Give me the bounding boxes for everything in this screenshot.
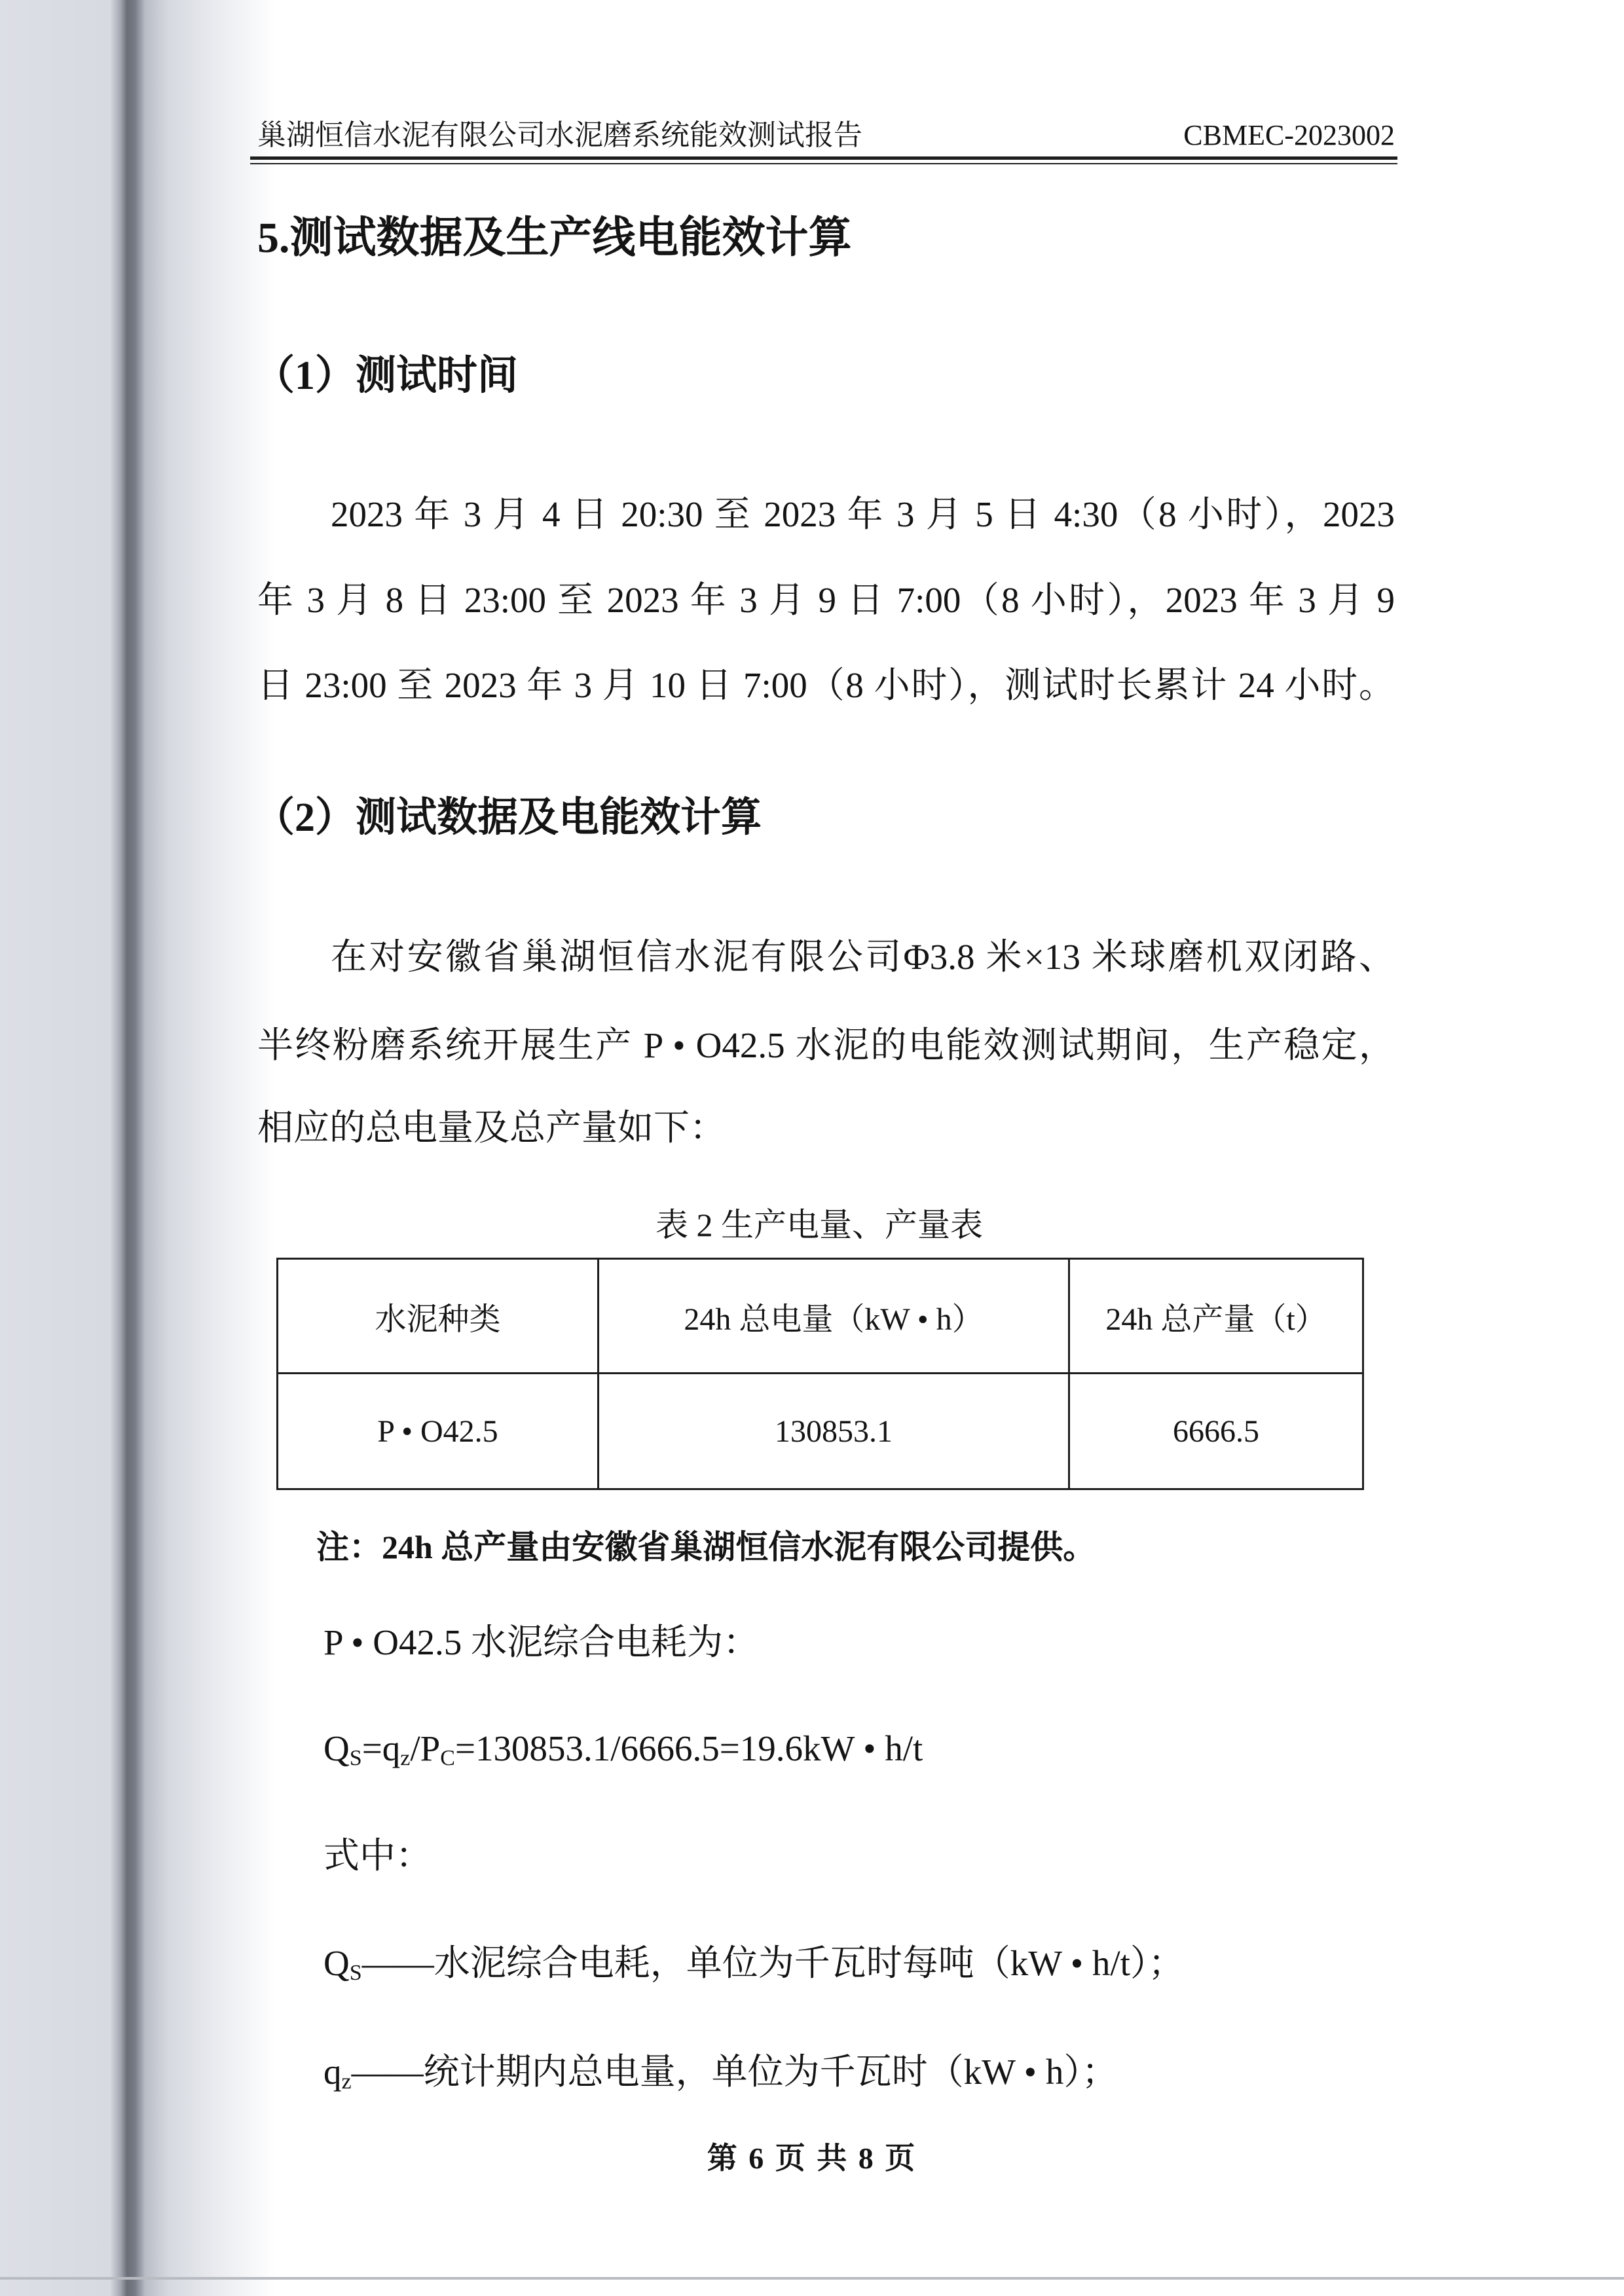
report-code: CBMEC-2023002 [1183,119,1395,151]
consumption-intro: P • O42.5 水泥综合电耗为： [323,1622,760,1662]
formula-part: =q [361,1728,401,1768]
formula-q-symbol: Q [323,1728,350,1768]
formula-c-subscript: C [440,1745,455,1770]
definition-symbol: q [323,2052,342,2092]
page-footer: 第 6 页 共 8 页 [707,2141,917,2175]
definition-line [323,2050,1118,2104]
definition-text: ——统计期内总电量，单位为千瓦时（kW • h）； [351,2052,1118,2092]
table-header-cell: 24h 总电量（kW • h） [599,1259,1069,1374]
production-table [276,1258,1364,1490]
table-header-cell: 24h 总产量（t） [1069,1259,1363,1374]
definition-subscript: S [349,1960,362,1985]
paragraph-line: 日 23:00 至 2023 年 3 月 10 日 7:00（8 小时），测试时长累计 24 小时。 [257,665,1395,705]
header-rule-thin [250,163,1397,164]
paragraph-line: 相应的总电量及总产量如下： [257,1108,726,1148]
definition-line [323,1941,1184,1995]
paragraph-line: 在对安徽省巢湖恒信水泥有限公司Φ3.8 米×13 米球磨机双闭路、 [331,937,1395,977]
table-cell: 130853.1 [599,1374,1069,1489]
table-header-cell: 水泥种类 [278,1259,599,1374]
header-rule-thick [250,156,1397,160]
formula [323,1726,923,1781]
formula-part: /P [410,1728,441,1768]
paragraph-line: 年 3 月 8 日 23:00 至 2023 年 3 月 9 日 7:00（8 小时），2023 年 3 月 9 [257,580,1395,620]
formula-result: =130853.1/6666.5=19.6kW • h/t [454,1728,923,1768]
test-time-heading: （1）测试时间 [254,354,519,398]
definition-symbol: Q [323,1943,350,1983]
paragraph-line: 半终粉磨系统开展生产 P • O42.5 水泥的电能效测试期间，生产稳定， [257,1025,1395,1065]
paragraph-line: 2023 年 3 月 4 日 20:30 至 2023 年 3 月 5 日 4:30（8 小时），2023 [331,494,1395,534]
table-cell: 6666.5 [1069,1374,1363,1489]
table-cell: P • O42.5 [278,1374,599,1489]
table-header-row [278,1259,1363,1374]
scan-bottom-edge [0,2277,1624,2280]
section-title: 5.测试数据及生产线电能效计算 [257,214,852,262]
definition-text: ——水泥综合电耗，单位为千瓦时每吨（kW • h/t）； [361,1943,1185,1983]
formula-q-subscript: S [349,1745,362,1770]
test-data-heading: （2）测试数据及电能效计算 [254,795,762,840]
where-label: 式中： [323,1836,432,1876]
table-caption: 表 2 生产电量、产量表 [655,1207,983,1243]
scan-binding-edge [0,0,275,2296]
table-note: 注：24h 总产量由安徽省巢湖恒信水泥有限公司提供。 [316,1529,1096,1565]
formula-z-subscript: z [400,1745,411,1770]
table-row [278,1374,1363,1489]
definition-subscript: z [341,2069,352,2094]
report-header-title: 巢湖恒信水泥有限公司水泥磨系统能效测试报告 [257,119,862,151]
